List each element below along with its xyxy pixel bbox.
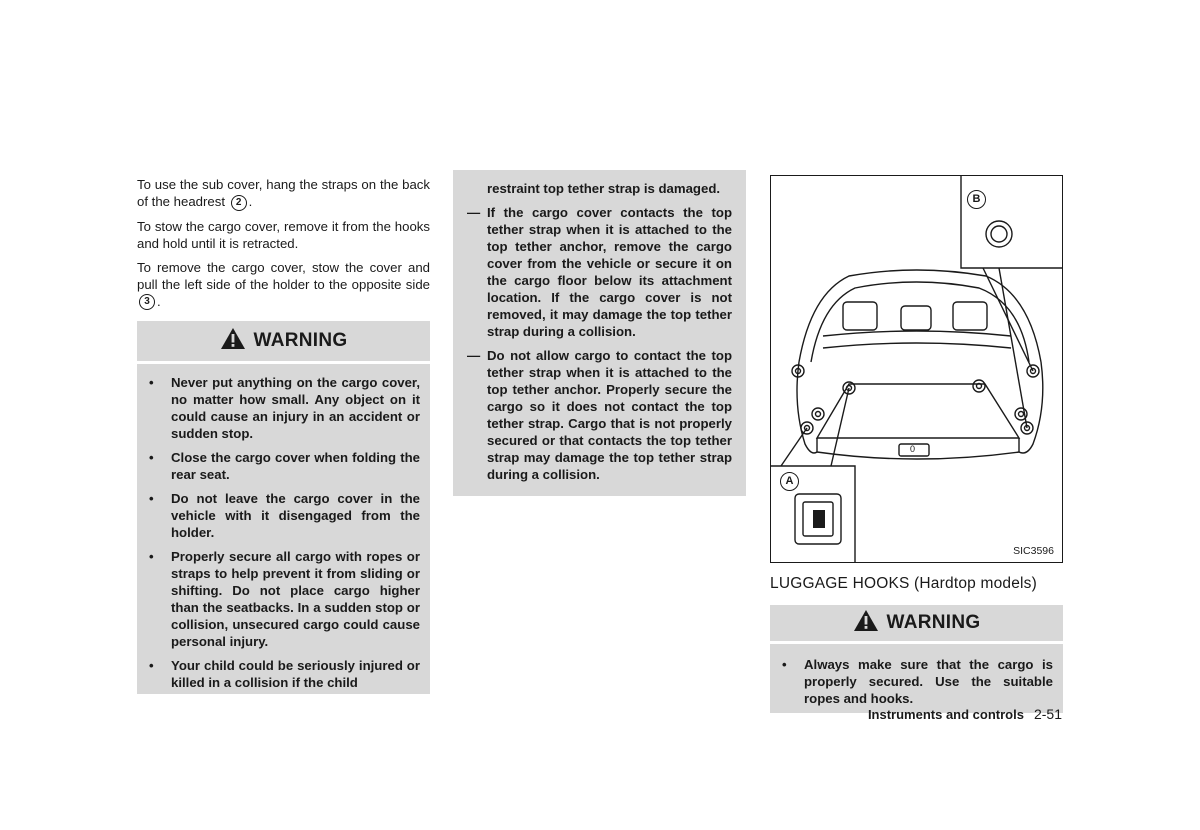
luggage-hooks-figure	[770, 175, 1063, 563]
warning-title: WARNING	[253, 330, 348, 352]
warning-list	[137, 364, 430, 694]
warning-title: WARNING	[886, 612, 981, 633]
figure-label-a: A	[780, 472, 799, 491]
dash-item: — Do not allow cargo to contact the top tether strap when it is attached to the top tether anchor. Properly secure the cargo so it does not contact the top tether strap. Cargo that is not properly secured or that contacts the top tether strap may damage the top tether strap during a collision.	[467, 347, 732, 483]
warning-header	[137, 321, 430, 364]
cargo-area-illustration	[771, 176, 1062, 562]
warning-list	[770, 644, 1063, 713]
warning-box-continued	[453, 170, 746, 496]
dash-item: — If the cargo cover contacts the top tether strap when it is attached to the top tether anchor, remove the cargo cover from the vehicle or secure it on the cargo floor below its attachment location. If the cargo cover is not removed, it may damage the top tether strap during a collision.	[467, 204, 732, 340]
column-middle	[453, 170, 746, 496]
warning-continuation: restraint top tether strap is damaged.	[487, 181, 721, 196]
page-number: 2-51	[1033, 706, 1062, 722]
page-footer	[868, 706, 1062, 722]
column-left	[137, 176, 430, 694]
paragraph-stow: To stow the cargo cover, remove it from the hooks and hold until it is retracted.	[137, 218, 430, 251]
warning-triangle-icon	[853, 609, 879, 637]
warning-item: • Do not leave the cargo cover in the vehicle with it disengaged from the holder.	[147, 490, 420, 541]
footer-section: Instruments and controls	[867, 707, 1024, 722]
warning-box	[137, 321, 430, 694]
figure-label-b: B	[967, 190, 986, 209]
warning-triangle-icon	[220, 327, 246, 355]
section-title: LUGGAGE HOOKS (Hardtop models)	[770, 575, 1037, 592]
warning-box	[770, 605, 1063, 713]
paragraph-sub-cover: To use the sub cover, hang the straps on the back of the headrest 2 .	[137, 177, 430, 209]
warning-item: • Close the cargo cover when folding the rear seat.	[147, 449, 420, 483]
warning-header	[770, 605, 1063, 644]
warning-item: • Your child could be seriously injured or killed in a collision if the child	[147, 657, 420, 694]
warning-item: • Never put anything on the cargo cover, no matter how small. Any object on it could cause an injury in an accident or sudden stop.	[147, 374, 420, 442]
column-right	[770, 175, 1063, 713]
warning-item: • Properly secure all cargo with ropes or straps to help prevent it from sliding or shifting. Do not place cargo higher than the seatbacks. In a sudden stop or collision, unsecured cargo could cause personal injury.	[147, 548, 420, 650]
callout-marker: 3	[139, 294, 155, 310]
paragraph-remove: To remove the cargo cover, stow the cover and pull the left side of the holder to the opposite side 3 .	[137, 259, 430, 309]
figure-plate-label: 0	[910, 444, 916, 454]
figure-code: SIC3596	[1013, 545, 1054, 557]
warning-item: • Always make sure that the cargo is properly secured. Use the suitable ropes and hooks.	[780, 656, 1053, 707]
callout-marker: 2	[231, 195, 247, 211]
dash-list	[467, 204, 732, 483]
